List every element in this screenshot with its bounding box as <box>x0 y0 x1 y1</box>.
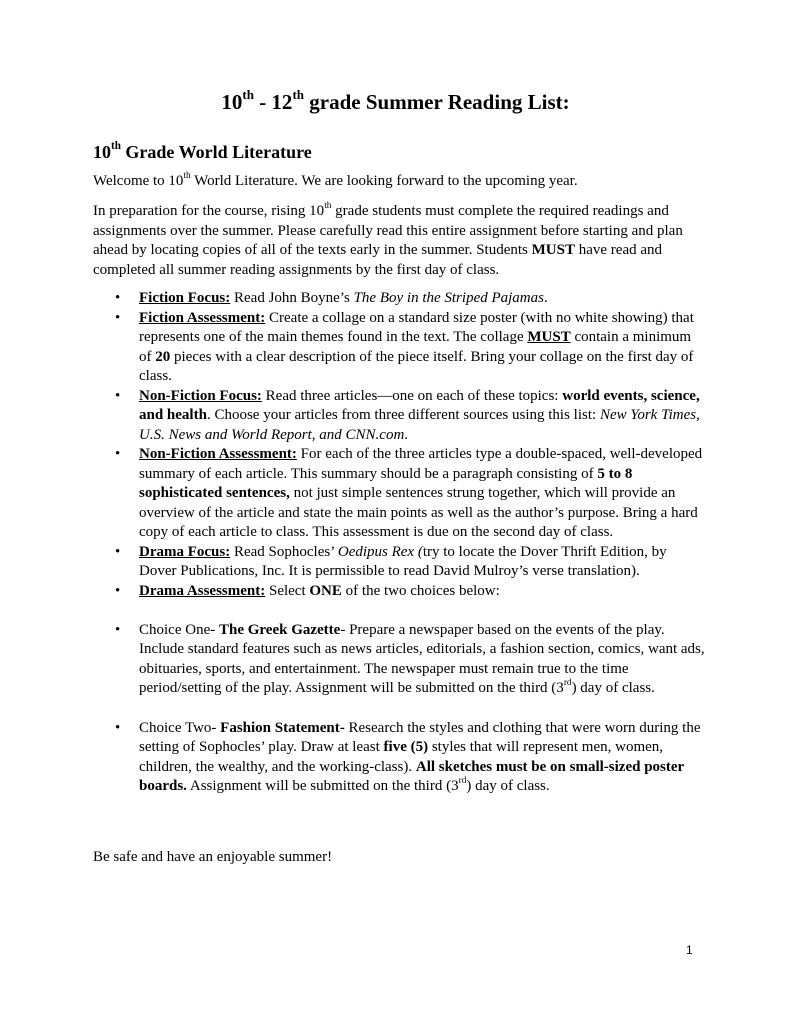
play-title: Oedipus Rex ( <box>337 543 423 560</box>
bullet-icon: • <box>115 543 121 560</box>
item-label: Non-Fiction Focus: <box>139 387 262 404</box>
list-item-nonfiction-focus: • Non-Fiction Focus: Read three articles—one on each of these topics: world events, science, and health. Choose your articles from three different sources using this list: New York Times, U.S. News and World Report, and CNN.com. <box>115 387 700 443</box>
item-label: Drama Assessment: <box>139 582 266 599</box>
page-title: 10th - 12th grade Summer Reading List: <box>221 87 570 114</box>
item-label: Fiction Focus: <box>139 290 231 306</box>
list-item-choice-one: • Choice One- The Greek Gazette- Prepare a newspaper based on the events of the play. Include standard features such as news articles, editorials, a fashion section, comics, want ads, obituaries, sports, and entertainment. The newspaper must remain true to the time period/setting of the play. Assignment will be submitted on the third (3rd) day of class. <box>115 621 705 696</box>
bullet-icon: • <box>115 582 121 599</box>
list-item-choice-two: • Choice Two- Fashion Statement- Research the styles and clothing that were worn during the setting of Sophocles’ play. Draw at least five (5) styles that will represent men, women, children, the wealthy, and the working-class). All sketches must be on small-sized poster boards. Assignment will be submitted on the third (3rd) day of class. <box>115 719 701 794</box>
item-label: Drama Focus: <box>139 543 231 560</box>
closing-line: Be safe and have an enjoyable summer! <box>93 849 333 865</box>
bullet-icon: • <box>115 621 121 638</box>
list-item-fiction-focus: • Fiction Focus: Read John Boyne’s The Boy in the Striped Pajamas. <box>93 289 705 309</box>
assignment-list <box>93 289 705 797</box>
item-label: Fiction Assessment: <box>139 309 266 326</box>
book-title: The Boy in the Striped Pajamas <box>353 290 544 306</box>
page-number: 1 <box>686 943 693 957</box>
list-item-fiction-assessment: • Fiction Assessment: Create a collage on a standard size poster (with no white showing) that represents one of the main themes found in the text. The collage MUST contain a minimum of 20 pieces with a clear description of the piece itself. Bring your collage on the first day of class. <box>115 309 694 384</box>
bullet-icon: • <box>115 309 121 326</box>
list-item-drama-focus: • Drama Focus: Read Sophocles’ Oedipus Rex (try to locate the Dover Thrift Edition, by Dover Publications, Inc. It is permissible to read David Mulroy’s verse translation). <box>115 543 667 579</box>
welcome-paragraph: Welcome to 10th World Literature. We are looking forward to the upcoming year. <box>93 170 578 189</box>
preparation-paragraph: In preparation for the course, rising 10th grade students must complete the required readings and assignments over the summer. Please carefully read this entire assignment before starting and plan ahead by locating copies of all of the texts early in the summer. Students MUST have read and completed all summer reading assignments by the first day of class. <box>93 200 683 278</box>
bullet-icon: • <box>115 719 121 736</box>
bullet-icon: • <box>115 446 121 462</box>
bullet-icon: • <box>115 290 121 306</box>
item-label: Non-Fiction Assessment: <box>139 446 297 462</box>
section-heading: 10th Grade World Literature <box>93 140 312 162</box>
list-item-drama-assessment: • Drama Assessment: Select ONE of the two choices below: <box>93 582 705 602</box>
list-item-nonfiction-assessment: • Non-Fiction Assessment: For each of the three articles type a double-spaced, well-developed summary of each article. This summary should be a paragraph consisting of 5 to 8 sophisticated sentences, not just simple sentences strung together, which will provide an overview of the article and state the main points as well as the author’s purpose. Bring a hard copy of each article to class. This assessment is due on the second day of class. <box>115 446 703 540</box>
bullet-icon: • <box>115 387 121 404</box>
